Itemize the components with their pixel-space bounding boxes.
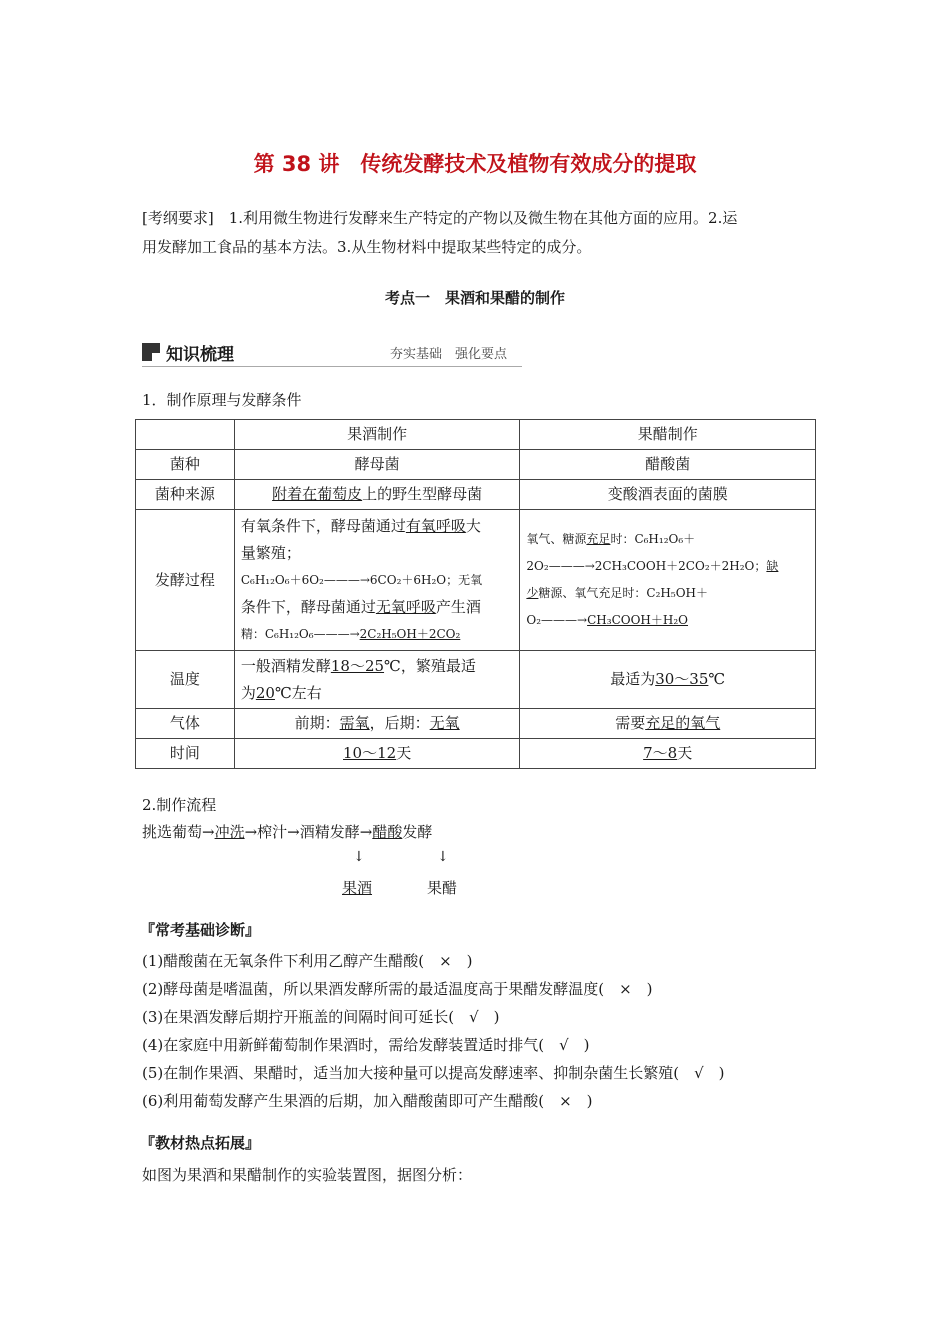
equation: C₆H₁₂O₆＋6O₂———→6CO₂＋6H₂O；无氧 [240, 572, 483, 587]
flow-output-vinegar: 果醋 [427, 879, 458, 897]
underlined-answer: 充足 [586, 532, 611, 546]
question-item: (4)在家庭中用新鲜葡萄制作果酒时，需给发酵装置适时排气( √ ) [142, 1036, 590, 1054]
cell-wine [234, 709, 520, 739]
down-arrow-icon: ↓ [437, 849, 449, 865]
cell-text: 量繁殖； [240, 543, 301, 562]
cell-text: ，后期： [369, 714, 430, 732]
underlined-answer: 有氧呼吸 [405, 516, 466, 535]
row-label: 时间 [136, 739, 235, 769]
exam-requirements [142, 204, 822, 262]
cell-text: 产生酒 [435, 597, 481, 616]
diagnosis-heading: 『常考基础诊断』 [140, 921, 261, 939]
equation: O₂———→ [526, 613, 588, 627]
cell-vinegar [520, 651, 816, 709]
underlined-answer: CH₃COOH＋H₂O [587, 613, 689, 627]
row-label: 气体 [136, 709, 235, 739]
underlined-answer: 充足的氧气 [645, 714, 721, 732]
underlined-answer: 附着在葡萄皮 [272, 485, 363, 503]
col-header-wine: 果酒制作 [234, 420, 520, 450]
cell-text: 一般酒精发酵 [240, 656, 331, 675]
cell-text: 有氧条件下，酵母菌通过 [240, 516, 406, 535]
equation: 精：C₆H₁₂O₆———→ [240, 626, 360, 641]
underlined-answer: 缺 [766, 559, 779, 573]
equation: 2O₂———→2CH₃COOH＋2CO₂＋2H₂O； [526, 559, 767, 573]
cell-wine [234, 651, 520, 709]
cell-vinegar [520, 739, 816, 769]
question-item: (5)在制作果酒、果醋时，适当加大接种量可以提高发酵速率、抑制杂菌生长繁殖( √ ) [142, 1064, 725, 1082]
table-row-temperature [136, 651, 816, 709]
cell-text: 最适为 [610, 670, 656, 688]
question-item: (2)酵母菌是嗜温菌，所以果酒发酵所需的最适温度高于果醋发酵温度( × ) [142, 980, 653, 998]
underlined-answer: 无氧呼吸 [375, 597, 436, 616]
underlined-answer: 醋酸 [372, 823, 403, 841]
row-label: 温度 [136, 651, 235, 709]
underlined-answer: 少 [526, 586, 539, 600]
underlined-answer: 需氧 [339, 714, 370, 732]
cell-text: 前期： [294, 714, 340, 732]
cell-text: 为 [240, 683, 256, 702]
underlined-answer: 20 [255, 683, 275, 702]
cell-wine [234, 510, 520, 651]
underlined-answer: 果酒 [342, 879, 373, 897]
requirements-line-1: [考纲要求] 1.利用微生物进行发酵来生产特定的产物以及微生物在其他方面的应用。2.运 [142, 209, 738, 227]
cell-wine: 酵母菌 [234, 450, 520, 480]
cell-text: 天 [677, 744, 693, 762]
question-item: (1)醋酸菌在无氧条件下利用乙醇产生醋酸( × ) [142, 952, 473, 970]
table-header-row [136, 420, 816, 450]
cell-text: ℃左右 [274, 683, 322, 702]
cell-text: ℃，繁殖最适 [384, 656, 476, 675]
down-arrow-icon: ↓ [353, 849, 365, 865]
cell-wine [234, 739, 520, 769]
equation: 时：C₆H₁₂O₆＋ [610, 532, 696, 546]
table-row-source [136, 480, 816, 510]
underlined-answer: 无氧 [429, 714, 460, 732]
cell-text: ℃ [708, 670, 726, 688]
cell-vinegar [520, 510, 816, 651]
part1-heading: 1．制作原理与发酵条件 [142, 391, 302, 409]
table-row-gas [136, 709, 816, 739]
table-row-time [136, 739, 816, 769]
equation: 糖源、氧气充足时：C₂H₅OH＋ [538, 586, 708, 600]
cell-vinegar: 醋酸菌 [520, 450, 816, 480]
underlined-answer: 30～35 [655, 670, 709, 688]
section-title: 考点一 果酒和果醋的制作 [384, 289, 565, 307]
cell-vinegar [520, 709, 816, 739]
knowledge-banner [142, 339, 522, 369]
question-item: (6)利用葡萄发酵产生果酒的后期，加入醋酸菌即可产生醋酸( × ) [142, 1092, 593, 1110]
table-row-strain [136, 450, 816, 480]
cell-text: 大 [465, 516, 481, 535]
process-flow [142, 821, 432, 842]
flow-step: 挑选葡萄→ [142, 823, 215, 841]
extension-heading: 『教材热点拓展』 [140, 1134, 261, 1152]
extension-text: 如图为果酒和果醋制作的实验装置图，据图分析： [142, 1166, 473, 1184]
banner-underline [142, 366, 522, 367]
banner-label: 知识梳理 [166, 345, 234, 365]
row-label: 菌种来源 [136, 480, 235, 510]
banner-subtitle: 夯实基础 强化要点 [390, 347, 508, 362]
flow-step: →榨汁→酒精发酵→ [244, 823, 373, 841]
row-label: 菌种 [136, 450, 235, 480]
table-row-process [136, 510, 816, 651]
row-label: 发酵过程 [136, 510, 235, 651]
underlined-answer: 7～8 [643, 744, 678, 762]
flow-step: 发酵 [402, 823, 433, 841]
requirements-line-2: 用发酵加工食品的基本方法。3.从生物材料中提取某些特定的成分。 [142, 238, 592, 256]
cell-text: 上的野生型酵母菌 [362, 485, 483, 503]
col-header-vinegar: 果醋制作 [520, 420, 816, 450]
part2-heading: 2.制作流程 [142, 796, 217, 814]
page-title: 第 38 讲 传统发酵技术及植物有效成分的提取 [253, 152, 697, 176]
table-corner-cell [136, 420, 235, 450]
square-bullet-icon [142, 343, 160, 361]
cell-text: 天 [396, 744, 412, 762]
cell-wine [234, 480, 520, 510]
cell-vinegar: 变酸酒表面的菌膜 [520, 480, 816, 510]
flow-output-wine [342, 877, 372, 898]
cell-text: 条件下，酵母菌通过 [240, 597, 376, 616]
cell-text: 氧气、糖源 [526, 532, 587, 546]
underlined-answer: 2C₂H₅OH＋2CO₂ [359, 626, 461, 641]
underlined-answer: 18～25 [330, 656, 385, 675]
underlined-answer: 冲洗 [214, 823, 245, 841]
fermentation-table [135, 419, 816, 769]
underlined-answer: 10～12 [343, 744, 397, 762]
cell-text: 需要 [615, 714, 646, 732]
question-item: (3)在果酒发酵后期拧开瓶盖的间隔时间可延长( √ ) [142, 1008, 500, 1026]
